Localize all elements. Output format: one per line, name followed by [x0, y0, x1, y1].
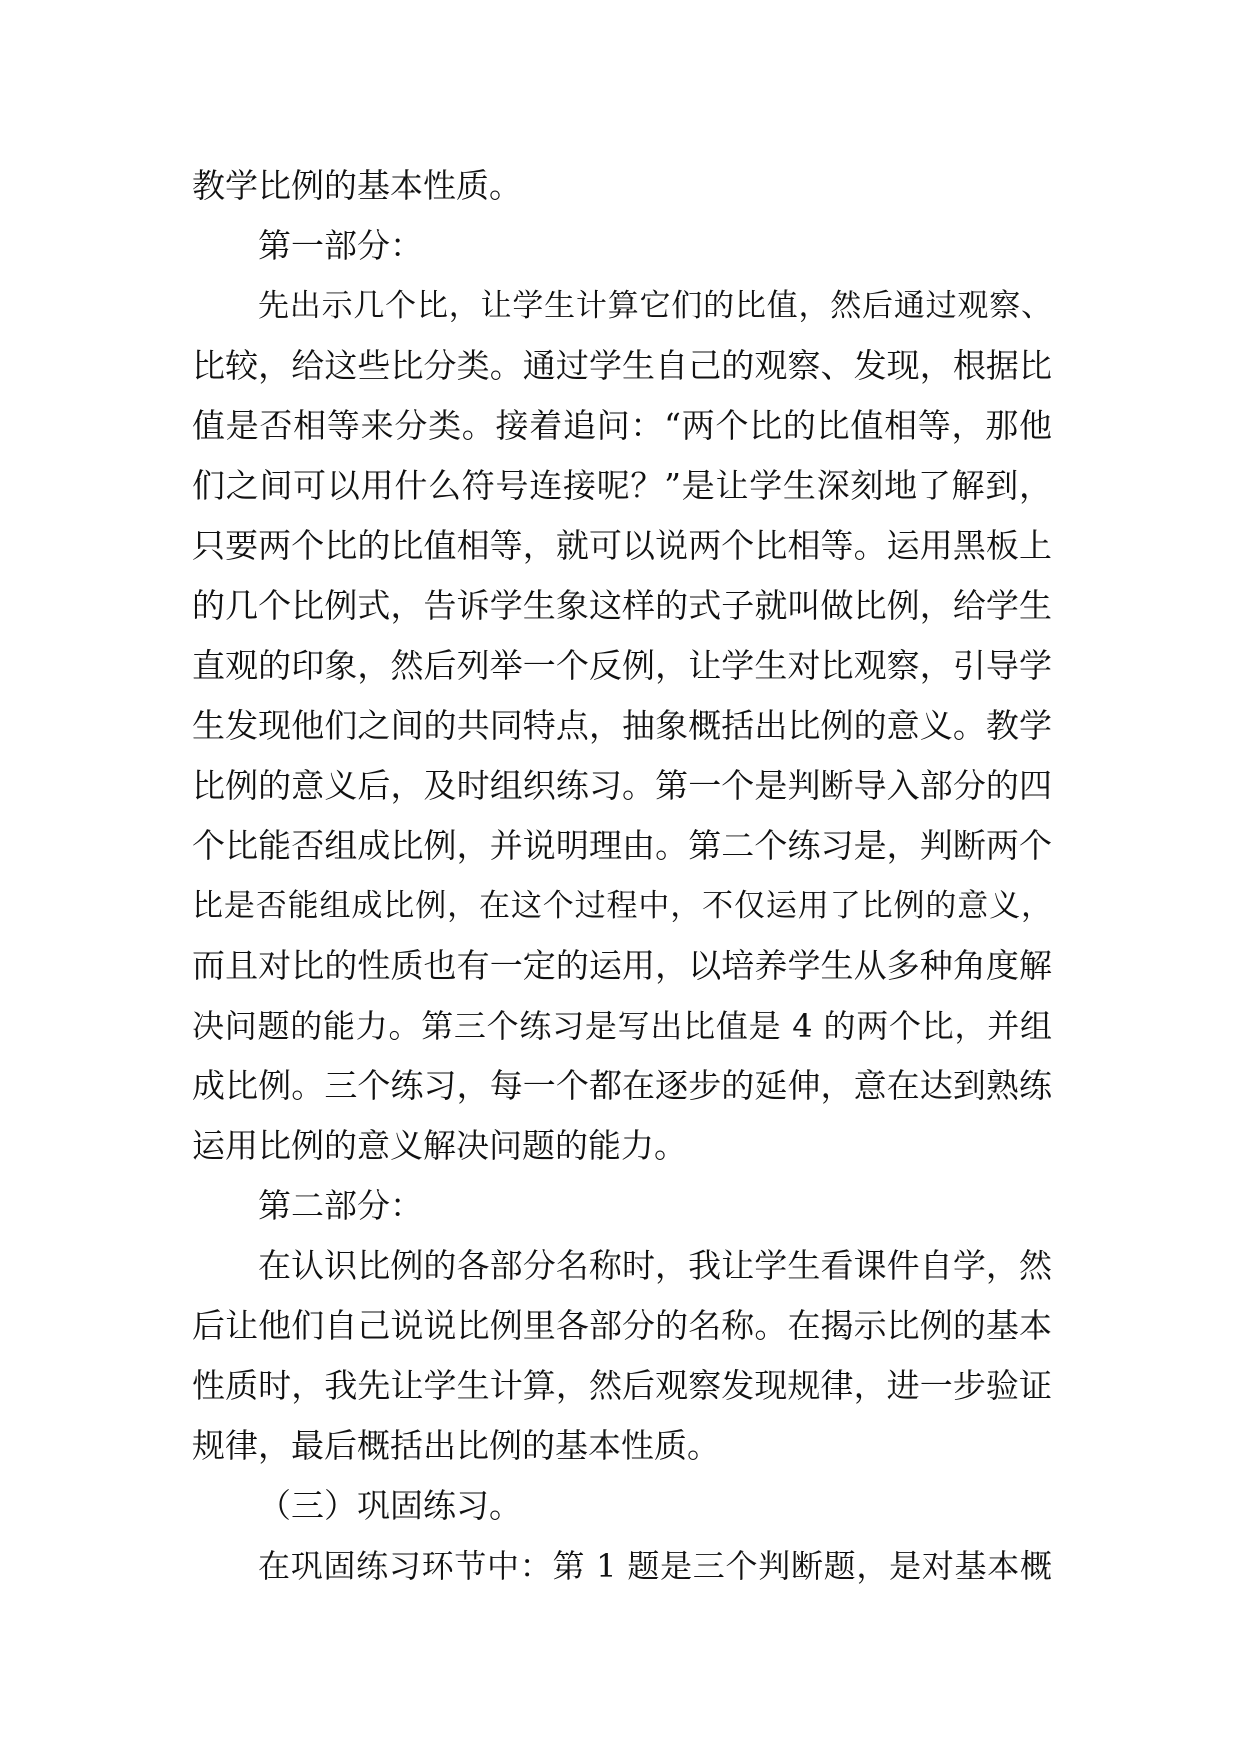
text-line-14: 而且对比的性质也有一定的运用，以培养学生从多种角度解 — [192, 946, 1052, 985]
text-line-15: 决问题的能力。第三个练习是写出比值是 4 的两个比，并组 — [192, 1007, 1052, 1045]
text-line-3: 先出示几个比，让学生计算它们的比值，然后通过观察、 — [258, 288, 1052, 324]
section-heading-consolidation: （三）巩固练习。 — [258, 1486, 522, 1525]
text-line-12: 个比能否组成比例，并说明理由。第二个练习是，判断两个 — [192, 826, 1052, 865]
text-line-22: 规律，最后概括出比例的基本性质。 — [192, 1426, 720, 1465]
text-line-20: 后让他们自己说说比例里各部分的名称。在揭示比例的基本 — [192, 1306, 1052, 1345]
text-line-4: 比较，给这些比分类。通过学生自己的观察、发现，根据比 — [192, 346, 1052, 385]
text-line-1: 教学比例的基本性质。 — [192, 166, 522, 205]
text-line-17: 运用比例的意义解决问题的能力。 — [192, 1126, 687, 1165]
text-line-16: 成比例。三个练习，每一个都在逐步的延伸，意在达到熟练 — [192, 1066, 1052, 1105]
text-line-9: 直观的印象，然后列举一个反例，让学生对比观察，引导学 — [192, 646, 1052, 685]
section-heading-part-one: 第一部分： — [258, 226, 423, 265]
text-line-13: 比是否能组成比例，在这个过程中，不仅运用了比例的意义， — [192, 888, 1052, 924]
text-line-10: 生发现他们之间的共同特点，抽象概括出比例的意义。教学 — [192, 706, 1052, 745]
text-line-5: 值是否相等来分类。接着追问：“两个比的比值相等，那他 — [192, 406, 1052, 445]
text-line-8: 的几个比例式，告诉学生象这样的式子就叫做比例，给学生 — [192, 586, 1052, 625]
text-line-21: 性质时，我先让学生计算，然后观察发现规律，进一步验证 — [192, 1366, 1052, 1405]
section-heading-part-two: 第二部分： — [258, 1186, 423, 1225]
text-line-6: 们之间可以用什么符号连接呢？”是让学生深刻地了解到， — [192, 466, 1052, 505]
text-line-7: 只要两个比的比值相等，就可以说两个比相等。运用黑板上 — [192, 526, 1052, 565]
text-line-24: 在巩固练习环节中：第 1 题是三个判断题，是对基本概 — [258, 1547, 1052, 1585]
text-line-19: 在认识比例的各部分名称时，我让学生看课件自学，然 — [258, 1246, 1052, 1285]
text-line-11: 比例的意义后，及时组织练习。第一个是判断导入部分的四 — [192, 766, 1052, 805]
